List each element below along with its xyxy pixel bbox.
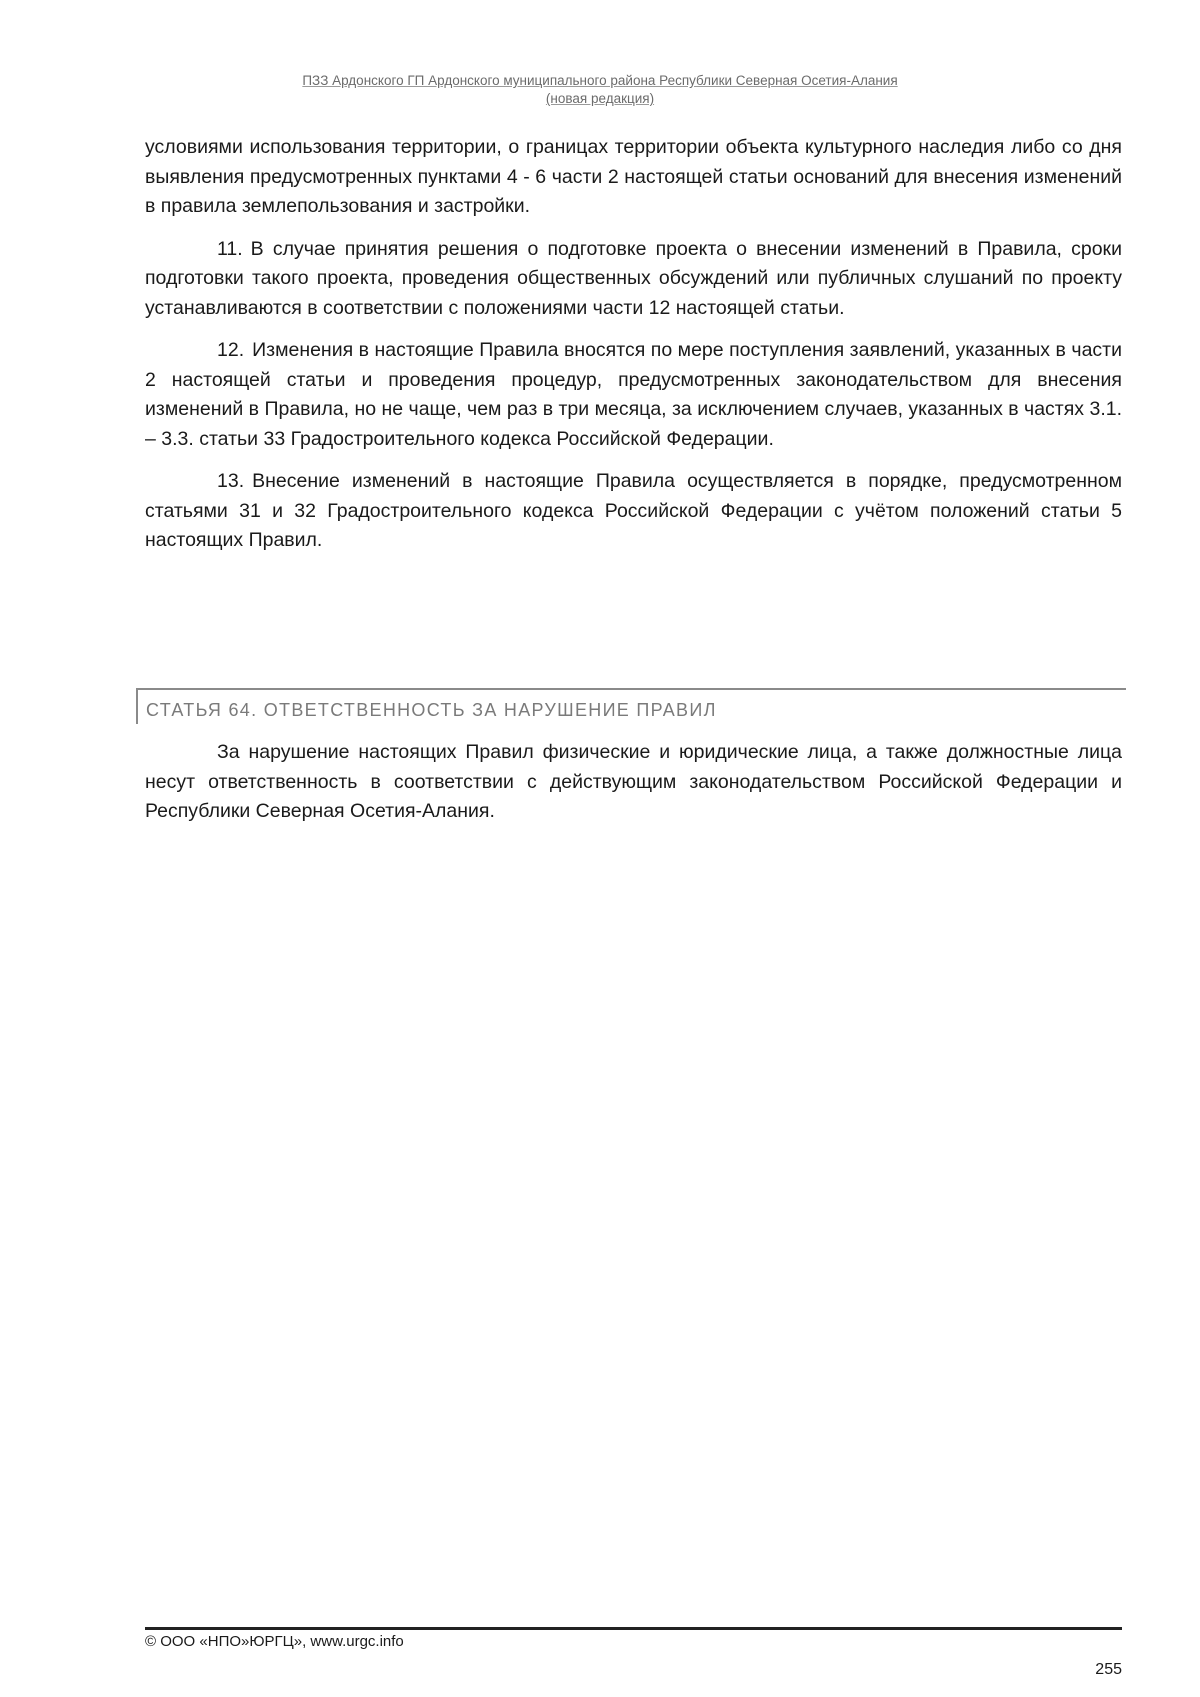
paragraph-number: 13. [217,470,245,492]
paragraph-text: За нарушение настоящих Правил физические и юридические лица, а также должностные лица несут ответственность в соответствии с действующим законодательством Российской Федерации и Республики Северная Осетия-Алания. [145,741,1122,822]
running-header-title: ПЗЗ Ардонского ГП Ардонского муниципального района Республики Северная Осетия-Алания [302,73,898,88]
footer-copyright: © ООО «НПО»ЮРГЦ», www.urgc.info [145,1633,404,1650]
section-body [145,738,1122,840]
paragraph-text: Изменения в настоящие Правила вносятся по мере поступления заявлений, указанных в части 2 настоящей статьи и проведения процедур, предусмотренных законодательством для внесения изменений в Правила, но не чаще, чем раз в три месяца, за исключением случаев, указанных в частях 3.1. – 3.3. статьи 33 Градостроительного кодекса Российской Федерации. [145,339,1122,450]
paragraph-continuation [145,133,1122,222]
paragraph-number: 12. [217,339,245,361]
paragraph-text: Внесение изменений в настоящие Правила осуществляется в порядке, предусмотренном статьями 31 и 32 Градостроительного кодекса Российской Федерации с учётом положений статьи 5 настоящих Правил. [145,470,1122,551]
section-paragraph [145,738,1122,827]
paragraph-12 [145,336,1122,454]
paragraph-13 [145,467,1122,556]
running-header [0,72,1200,108]
paragraph-11 [145,235,1122,324]
running-header-subtitle: (новая редакция) [545,91,655,106]
section-heading-box [136,688,1126,724]
paragraph-text: В случае принятия решения о подготовке проекта о внесении изменений в Правила, сроки подготовки такого проекта, проведения общественных обсуждений или публичных слушаний по проекту устанавливаются в соответствии с положениями части 12 настоящей статьи. [145,237,1122,319]
article-body [145,133,1122,569]
page-number: 255 [1095,1661,1122,1678]
paragraph-text: условиями использования территории, о границах территории объекта культурного наследия либо со дня выявления предусмотренных пунктами 4 - 6 части 2 настоящей статьи оснований для внесения изменений в правила землепользования и застройки. [145,136,1122,217]
paragraph-number: 11. [217,237,243,260]
footer-divider [145,1627,1122,1630]
section-heading: СТАТЬЯ 64. ОТВЕТСТВЕННОСТЬ ЗА НАРУШЕНИЕ ПРАВИЛ [146,700,717,720]
